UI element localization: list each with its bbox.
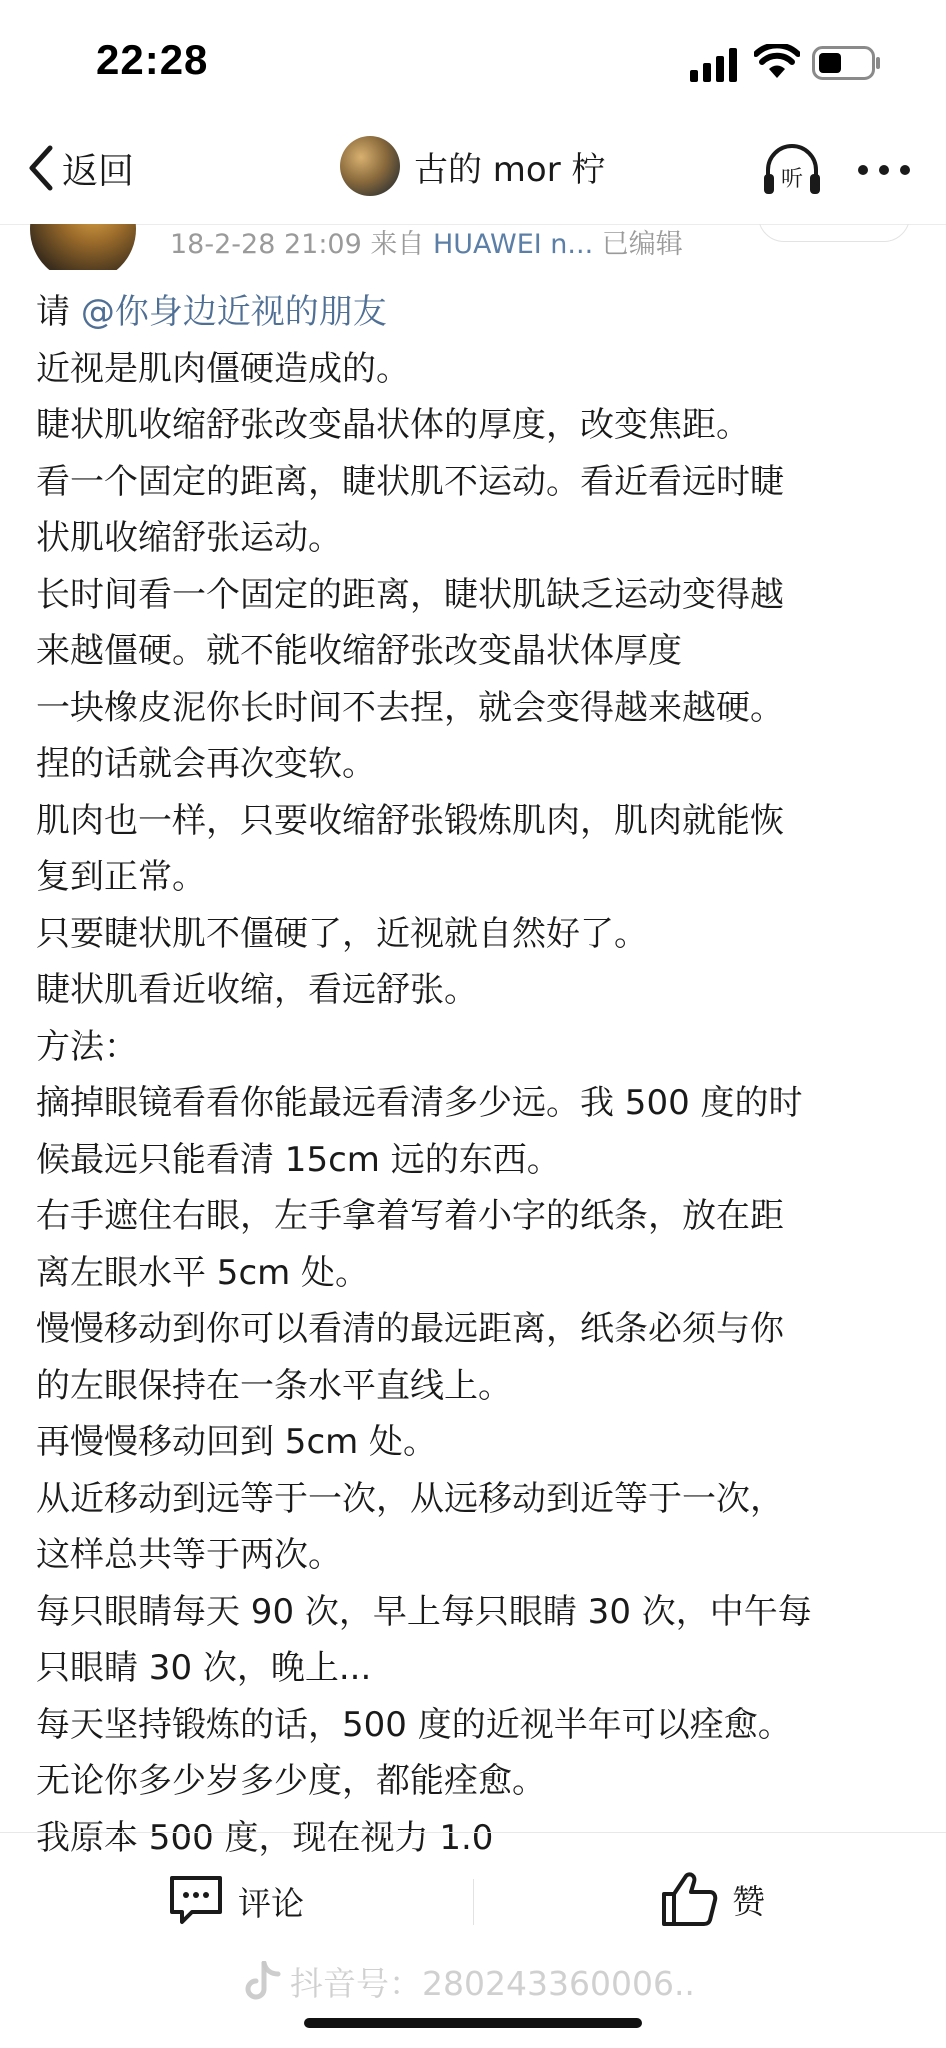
mention-line — [36, 284, 916, 341]
more-icon[interactable] — [856, 160, 912, 180]
post-line: 看一个固定的距离，睫状肌不运动。看近看远时睫 — [36, 461, 784, 502]
listen-icon[interactable] — [760, 140, 824, 204]
tiktok-icon — [244, 1961, 282, 2003]
post-line: 每天坚持锻炼的话，500 度的近视半年可以痊愈。 — [36, 1704, 792, 1745]
post-line: 无论你多少岁多少度，都能痊愈。 — [36, 1761, 546, 1801]
post-line: 候最远只能看清 15cm 远的东西。 — [36, 1139, 561, 1180]
back-label: 返回 — [62, 150, 135, 192]
battery-icon — [812, 46, 882, 80]
back-button[interactable] — [26, 138, 134, 198]
comment-icon — [168, 1874, 224, 1928]
post-header — [0, 224, 946, 270]
watermark-text: 抖音号：280243360006.. — [290, 1964, 695, 2003]
post-edited: 已编辑 — [593, 229, 683, 260]
post-line: 捏的话就会再次变软。 — [36, 744, 376, 784]
nav-bar — [0, 120, 946, 225]
like-label: 赞 — [732, 1881, 765, 1921]
post-source[interactable]: HUAWEI n... — [432, 229, 594, 260]
back-arrow-icon — [26, 144, 56, 192]
post-line: 肌肉也一样，只要收缩舒张锻炼肌肉，肌肉就能恢 — [36, 800, 784, 841]
nav-user[interactable] — [340, 134, 606, 198]
post-line: 再慢慢移动回到 5cm 处。 — [36, 1422, 438, 1462]
status-time: 22:28 — [96, 36, 209, 83]
post-line: 右手遮住右眼，左手拿着写着小字的纸条，放在距 — [36, 1196, 784, 1236]
like-button[interactable] — [660, 1867, 765, 1931]
signal-icon — [690, 48, 740, 82]
post-meta — [170, 224, 683, 261]
nav-username[interactable]: 古的 mor 柠 — [414, 149, 606, 190]
follow-button[interactable] — [758, 224, 910, 242]
post-line: 这样总共等于两次。 — [36, 1535, 342, 1575]
post-line: 一块橡皮泥你长时间不去捏，就会变得越来越硬。 — [36, 687, 784, 728]
post-line: 近视是肌肉僵硬造成的。 — [36, 348, 410, 389]
like-icon — [660, 1870, 718, 1928]
watermark — [244, 1958, 695, 2005]
post-line: 复到正常。 — [36, 857, 206, 897]
action-divider — [473, 1879, 474, 1925]
comment-button[interactable] — [168, 1871, 304, 1931]
post-line: 慢慢移动到你可以看清的最远距离，纸条必须与你 — [36, 1309, 784, 1349]
post-line: 方法： — [36, 1026, 138, 1067]
post-line: 长时间看一个固定的距离，睫状肌缺乏运动变得越 — [36, 574, 784, 615]
post-line: 来越僵硬。就不能收缩舒张改变晶状体厚度 — [36, 631, 682, 671]
wifi-icon — [754, 44, 800, 82]
mention-link[interactable]: @你身边近视的朋友 — [80, 292, 387, 332]
post-body — [36, 284, 916, 1866]
svg-text:听: 听 — [780, 167, 804, 192]
comment-label: 评论 — [238, 1883, 304, 1923]
post-line: 从近移动到远等于一次，从远移动到近等于一次， — [36, 1478, 784, 1519]
avatar[interactable] — [340, 136, 400, 196]
post-line: 摘掉眼镜看看你能最远看清多少远。我 500 度的时 — [36, 1083, 803, 1123]
post-line: 状肌收缩舒张运动。 — [36, 518, 342, 558]
post-line: 每只眼睛每天 90 次，早上每只眼睛 30 次，中午每 — [36, 1591, 812, 1632]
post-line: 只眼睛 30 次，晚上... — [36, 1648, 372, 1688]
post-line: 只要睫状肌不僵硬了，近视就自然好了。 — [36, 913, 648, 954]
post-line: 离左眼水平 5cm 处。 — [36, 1252, 370, 1293]
post-line: 的左眼保持在一条水平直线上。 — [36, 1365, 512, 1406]
post-line: 我原本 500 度，现在视力 1.0 — [36, 1817, 494, 1858]
post-line: 睫状肌看近收缩，看远舒张。 — [36, 970, 478, 1010]
mention-prefix: 请 — [36, 292, 81, 332]
post-timestamp: 18-2-28 21:09 来自 — [170, 229, 433, 260]
post-avatar[interactable] — [30, 224, 136, 270]
post-line: 睫状肌收缩舒张改变晶状体的厚度，改变焦距。 — [36, 405, 750, 445]
status-bar — [0, 0, 946, 120]
home-indicator[interactable] — [304, 2018, 642, 2028]
action-bar — [0, 1832, 946, 1973]
